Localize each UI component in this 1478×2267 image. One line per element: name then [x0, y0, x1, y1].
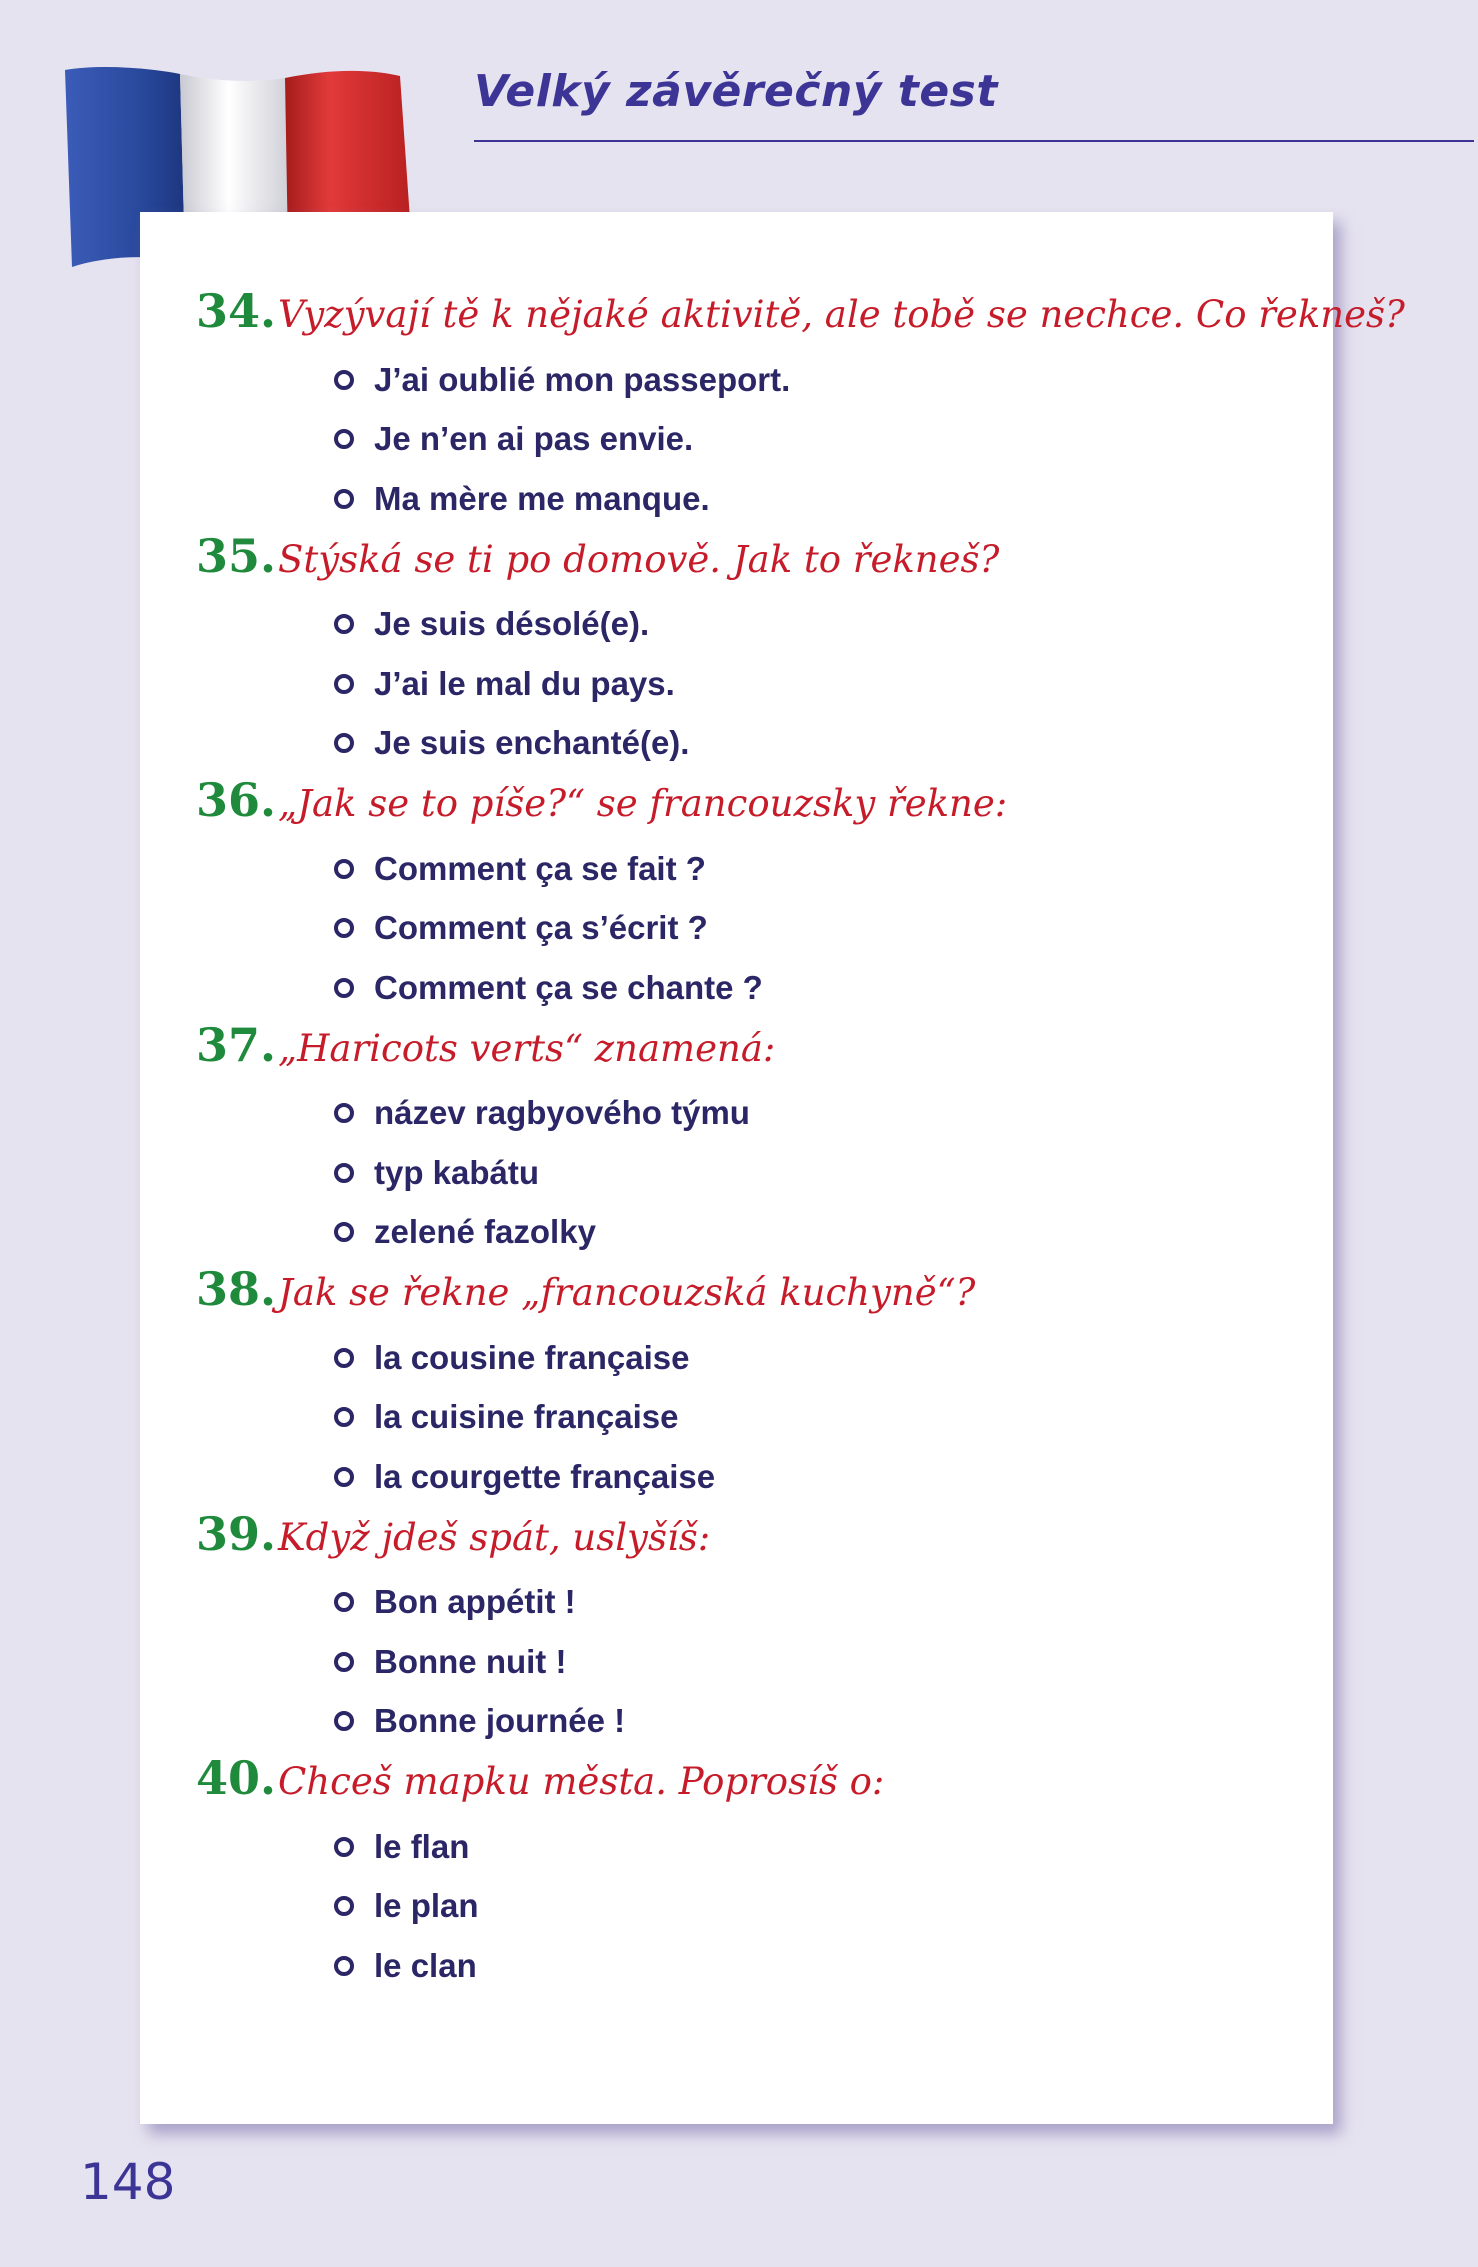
radio-circle-icon[interactable]: [334, 489, 354, 509]
radio-circle-icon[interactable]: [334, 918, 354, 938]
title-divider: [474, 140, 1474, 142]
answer-option[interactable]: [334, 1632, 1293, 1692]
question-block: [196, 529, 1293, 774]
radio-circle-icon[interactable]: [334, 614, 354, 634]
question-number: 38.: [196, 1262, 277, 1316]
answer-option[interactable]: [334, 839, 1293, 899]
radio-circle-icon[interactable]: [334, 1348, 354, 1368]
question-heading: [196, 1262, 1293, 1328]
answer-label: Je suis enchanté(e).: [374, 724, 690, 762]
radio-circle-icon[interactable]: [334, 429, 354, 449]
question-number: 36.: [196, 773, 277, 827]
radio-circle-icon[interactable]: [334, 733, 354, 753]
answer-label: la cuisine française: [374, 1398, 679, 1436]
answer-options: [196, 1328, 1293, 1507]
question-text: Když jdeš spát, uslyšíš:: [278, 1515, 711, 1559]
answer-label: Je suis désolé(e).: [374, 605, 650, 643]
answer-label: Ma mère me manque.: [374, 479, 710, 517]
question-heading: [196, 529, 1293, 595]
answer-label: Bon appétit !: [374, 1583, 576, 1621]
page-number: 148: [80, 2153, 176, 2211]
question-heading: [196, 1018, 1293, 1084]
question-number: 39.: [196, 1506, 277, 1561]
page-title: Velký závěrečný test: [474, 66, 998, 117]
answer-label: J’ai oublié mon passeport.: [374, 360, 791, 398]
question-list: [196, 284, 1405, 1996]
radio-circle-icon[interactable]: [334, 1467, 354, 1487]
answer-options: [196, 1573, 1293, 1752]
question-text: Stýská se ti po domově. Jak to řekneš?: [278, 537, 1000, 581]
question-block: [196, 1262, 1293, 1507]
answer-options: [196, 595, 1293, 774]
question-text: „Jak se to píše?“ se francouzsky řekne:: [278, 782, 1008, 825]
answer-label: typ kabátu: [374, 1153, 540, 1191]
answer-label: Je n’en ai pas envie.: [374, 420, 694, 458]
question-block: [196, 284, 1405, 529]
radio-circle-icon[interactable]: [334, 1652, 354, 1672]
answer-option[interactable]: [334, 1877, 1293, 1937]
answer-option[interactable]: [334, 1328, 1293, 1388]
question-block: [196, 1018, 1293, 1263]
answer-option[interactable]: [334, 899, 1293, 959]
answer-label: název ragbyového týmu: [374, 1094, 750, 1132]
answer-label: Bonne nuit !: [374, 1642, 567, 1680]
answer-option[interactable]: [334, 1203, 1293, 1263]
answer-label: Comment ça s’écrit ?: [374, 909, 708, 947]
question-heading: [196, 1507, 1293, 1573]
radio-circle-icon[interactable]: [334, 370, 354, 390]
radio-circle-icon[interactable]: [334, 859, 354, 879]
answer-option[interactable]: [334, 410, 1293, 470]
answer-option[interactable]: [334, 958, 1293, 1018]
answer-option[interactable]: [334, 1084, 1293, 1144]
question-text: Vyzývají tě k nějaké aktivitě, ale tobě se nechce. Co řekneš?: [278, 293, 1405, 336]
answer-option[interactable]: [334, 469, 1293, 529]
question-text: „Haricots verts“ znamená:: [278, 1026, 776, 1070]
answer-label: la cousine française: [374, 1338, 690, 1376]
radio-circle-icon[interactable]: [334, 1896, 354, 1916]
answer-label: le clan: [374, 1946, 477, 1984]
question-heading: [196, 773, 1293, 839]
answer-option[interactable]: [334, 1817, 1293, 1877]
answer-label: Comment ça se chante ?: [374, 968, 763, 1006]
question-block: [196, 773, 1293, 1018]
answer-option[interactable]: [334, 714, 1293, 774]
answer-option[interactable]: [334, 1447, 1293, 1507]
answer-label: Comment ça se fait ?: [374, 849, 706, 887]
answer-option[interactable]: [334, 350, 1293, 410]
question-block: [196, 1507, 1293, 1752]
answer-options: [196, 839, 1293, 1018]
question-number: 37.: [196, 1017, 277, 1072]
answer-options: [196, 1817, 1293, 1996]
answer-options: [196, 1084, 1293, 1263]
radio-circle-icon[interactable]: [334, 1711, 354, 1731]
answer-options: [196, 350, 1293, 529]
radio-circle-icon[interactable]: [334, 1956, 354, 1976]
radio-circle-icon[interactable]: [334, 1592, 354, 1612]
answer-option[interactable]: [334, 1692, 1293, 1752]
radio-circle-icon[interactable]: [334, 978, 354, 998]
answer-option[interactable]: [334, 595, 1293, 655]
radio-circle-icon[interactable]: [334, 1103, 354, 1123]
answer-label: Bonne journée !: [374, 1702, 626, 1740]
answer-label: la courgette française: [374, 1457, 716, 1495]
test-card: [140, 212, 1405, 2124]
answer-label: J’ai le mal du pays.: [374, 664, 675, 702]
question-heading: [196, 1751, 1293, 1817]
question-text: Chceš mapku města. Poprosíš o:: [278, 1760, 885, 1803]
radio-circle-icon[interactable]: [334, 1222, 354, 1242]
radio-circle-icon[interactable]: [334, 1407, 354, 1427]
question-number: 40.: [196, 1751, 277, 1805]
question-number: 35.: [196, 528, 277, 583]
answer-label: zelené fazolky: [374, 1213, 596, 1251]
answer-option[interactable]: [334, 1143, 1293, 1203]
answer-label: le flan: [374, 1827, 470, 1865]
radio-circle-icon[interactable]: [334, 1163, 354, 1183]
answer-option[interactable]: [334, 1573, 1293, 1633]
question-heading: [196, 284, 1405, 350]
question-text: Jak se řekne „francouzská kuchyně“?: [278, 1271, 976, 1314]
answer-option[interactable]: [334, 1388, 1293, 1448]
answer-label: le plan: [374, 1887, 479, 1925]
answer-option[interactable]: [334, 1936, 1293, 1996]
question-block: [196, 1751, 1293, 1996]
question-number: 34.: [196, 284, 277, 338]
radio-circle-icon[interactable]: [334, 1837, 354, 1857]
radio-circle-icon[interactable]: [334, 674, 354, 694]
answer-option[interactable]: [334, 654, 1293, 714]
